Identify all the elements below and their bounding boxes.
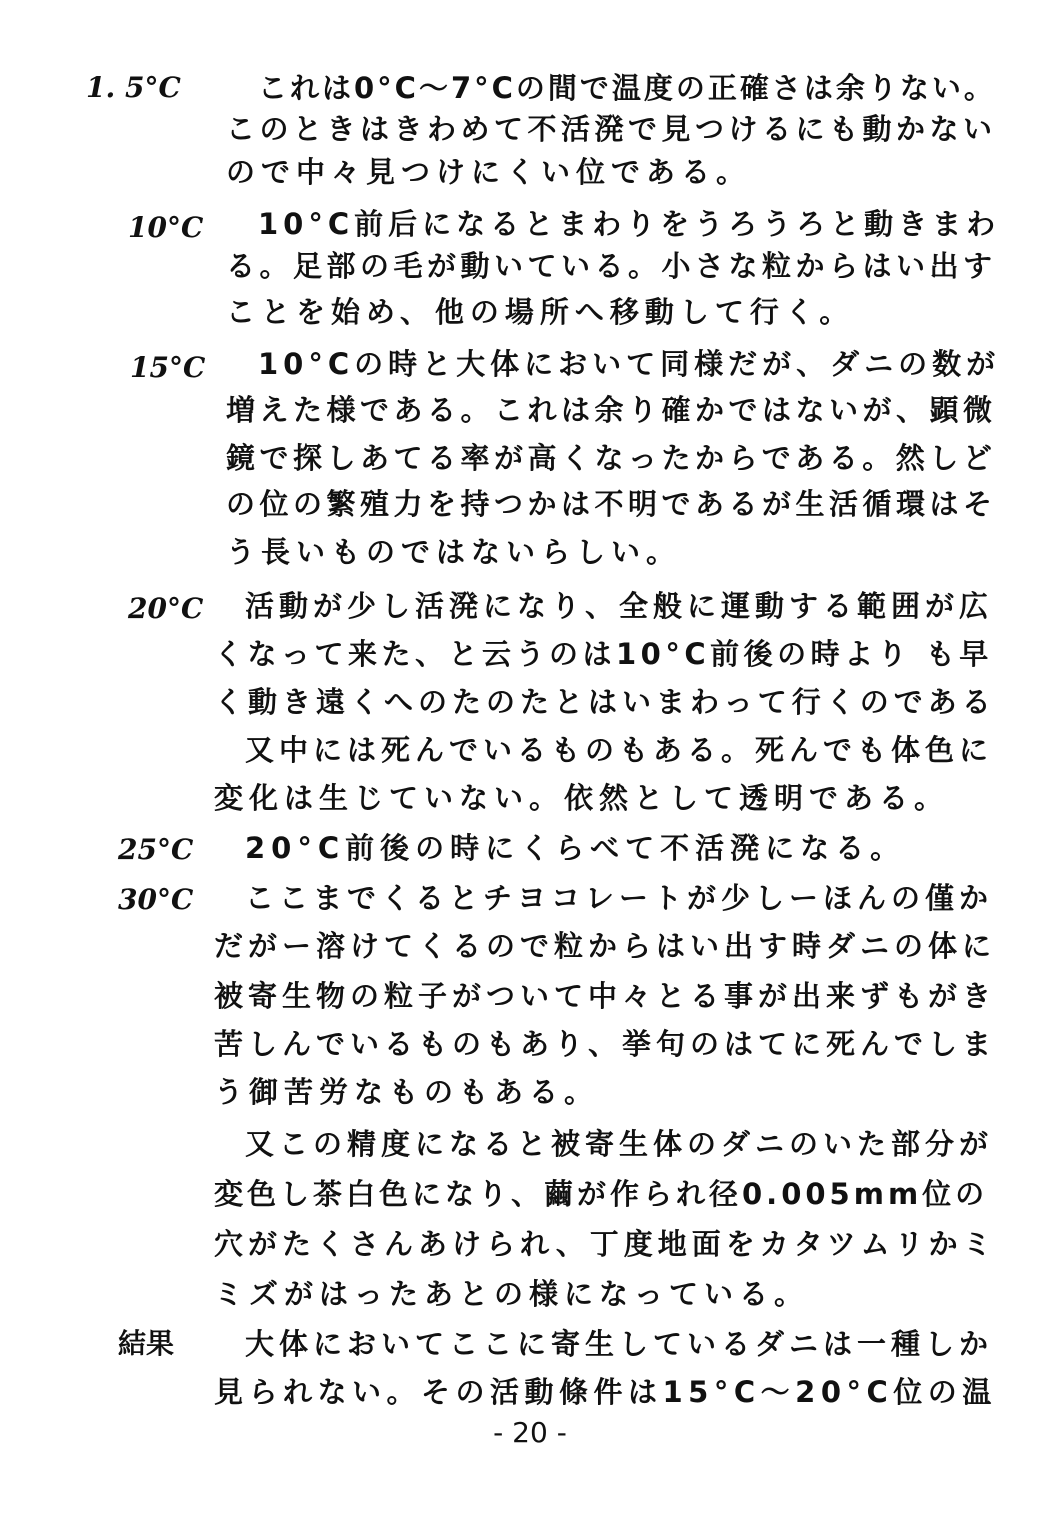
- text-line: だがー溶けてくるので粒からはい出す時ダニの体に: [214, 929, 997, 963]
- text-line: 又中には死んでいるものもある。死んでも体色に: [245, 733, 994, 767]
- text-line: 又この精度になると被寄生体のダニのいた部分が: [245, 1127, 994, 1161]
- text-line: 活動が少し活溌になり、全般に運動する範囲が広: [245, 589, 994, 623]
- text-line: う御苦労なものもある。: [214, 1075, 600, 1109]
- entry-label-5c: 1. 5°C: [86, 71, 181, 104]
- text-line: 10°C前后になるとまわりをうろうろと動きまわ: [258, 207, 1001, 241]
- text-line: 鏡で探しあてる率が高くなったからである。然しど: [226, 441, 997, 475]
- entry-label-10c: 10°C: [128, 211, 204, 244]
- text-line: 大体においてここに寄生しているダニは一種しか: [245, 1327, 994, 1361]
- text-line: ミズがはったあとの様になっている。: [214, 1277, 810, 1311]
- text-line: 穴がたくさんあけられ、丁度地面をカタツムリかミ: [214, 1227, 997, 1261]
- entry-label-30c: 30°C: [118, 883, 194, 916]
- text-line: の位の繁殖力を持つかは不明であるが生活循環はそ: [226, 487, 997, 521]
- text-line: 変化は生じていない。依然として透明である。: [214, 781, 950, 815]
- text-line: ことを始め、他の場所へ移動して行く。: [226, 295, 855, 329]
- text-line: 増えた様である。これは余り確かではないが、顕微: [226, 393, 997, 427]
- text-line: 変色し茶白色になり、繭が作られ径0.005mm位の: [214, 1177, 989, 1211]
- entry-label-25c: 25°C: [118, 833, 194, 866]
- text-line: 20°C前後の時にくらべて不活溌になる。: [245, 831, 906, 865]
- entry-label-15c: 15°C: [130, 351, 206, 384]
- text-line: く動き遠くへのたのたとはいまわって行くのである: [214, 685, 996, 719]
- text-line: くなって来た、と云うのは10°C前後の時より も早: [214, 637, 993, 671]
- text-line: ここまでくるとチヨコレートが少しーほんの僅か: [245, 881, 994, 915]
- text-line: 10°Cの時と大体において同様だが、ダニの数が: [258, 347, 1001, 381]
- text-line: ので中々見つけにくい位である。: [226, 155, 752, 189]
- text-line: 苦しんでいるものもあり、挙句のはてに死んでしま: [214, 1027, 997, 1061]
- entry-label-result: 結果: [118, 1327, 175, 1360]
- text-line: 見られない。その活動條件は15°C〜20°C位の温: [214, 1375, 997, 1409]
- text-line: このときはきわめて不活溌で見つけるにも動かない: [226, 112, 997, 146]
- text-line: う長いものではないらしい。: [226, 535, 682, 569]
- text-line: る。足部の毛が動いている。小さな粒からはい出す: [226, 249, 997, 283]
- text-line: これは0°C〜7°Cの間で温度の正確さは余りない。: [258, 71, 996, 105]
- entry-label-20c: 20°C: [128, 592, 204, 625]
- page-number: - 20 -: [493, 1416, 567, 1449]
- text-line: 被寄生物の粒子がついて中々とる事が出来ずもがき: [214, 979, 997, 1013]
